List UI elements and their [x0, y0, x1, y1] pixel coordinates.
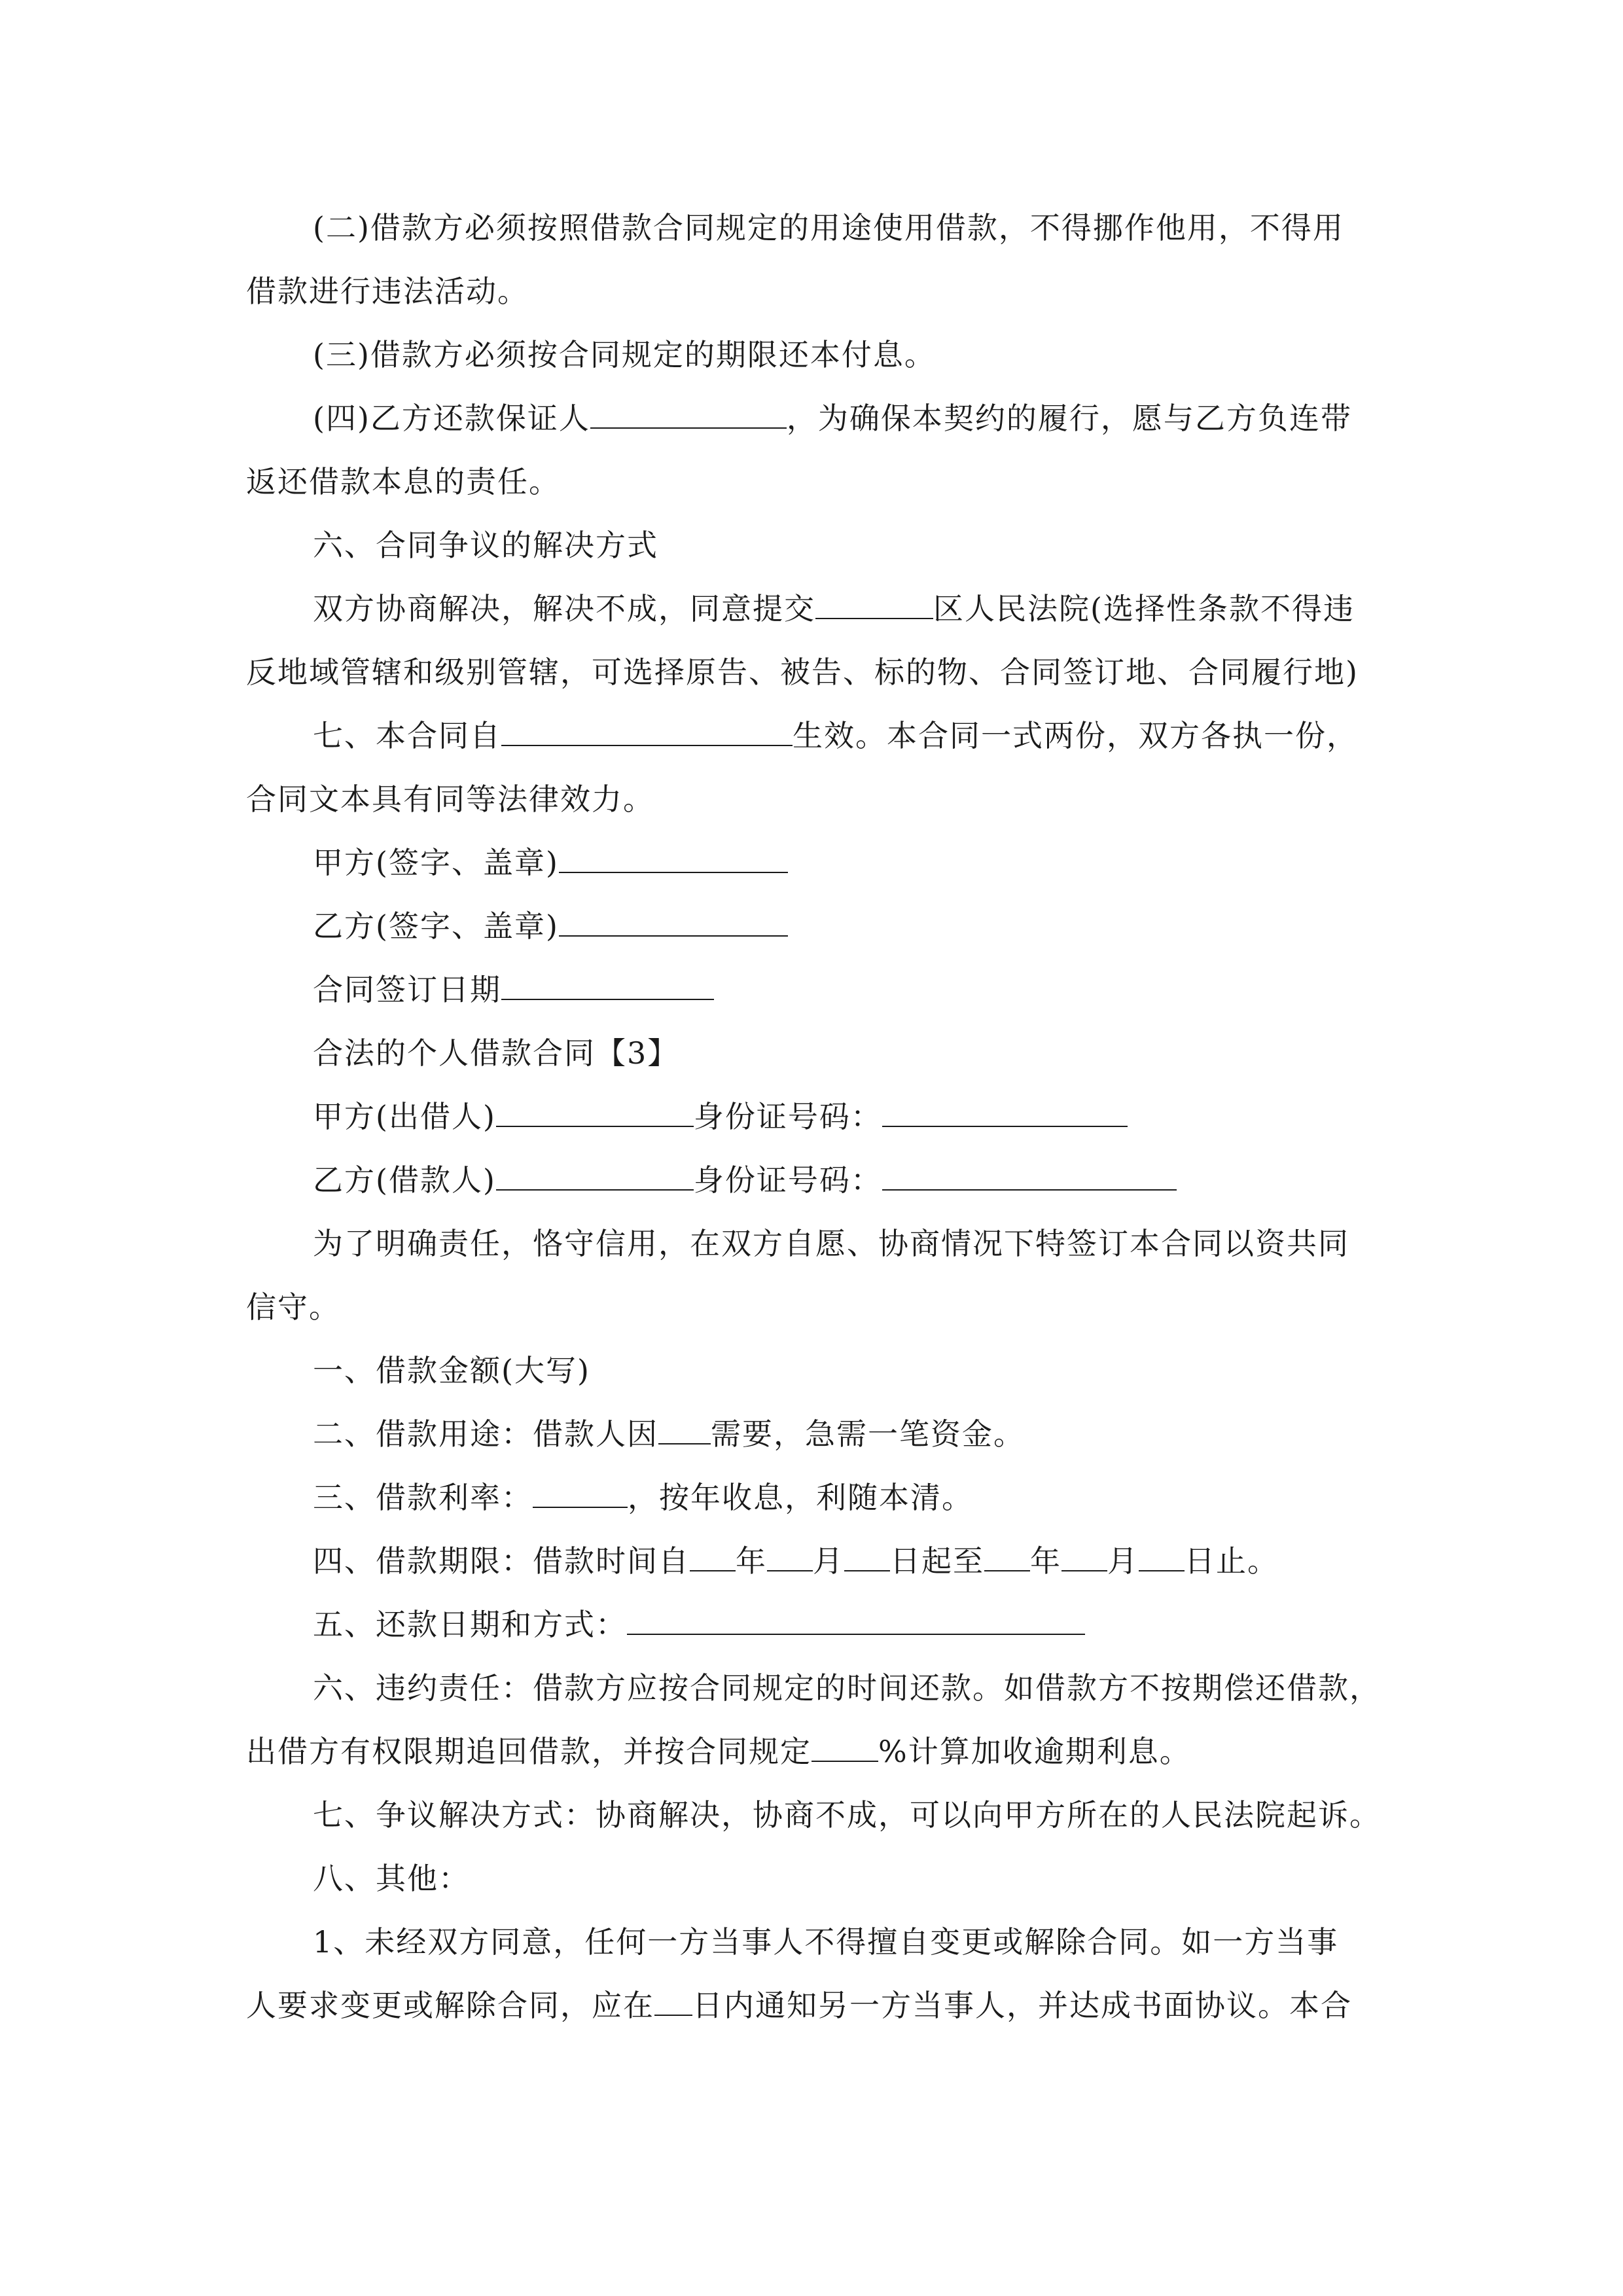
guarantor-blank — [590, 399, 787, 429]
signing-date-label: 合同签订日期 — [313, 972, 501, 1007]
clause-2-line-2: 借款进行违法活动。 — [246, 274, 529, 309]
court-blank — [815, 589, 933, 619]
effective-date-blank — [501, 716, 793, 746]
article-8-1-line-1: 1、未经双方同意，任何一方当事人不得擅自变更或解除合同。如一方当事 — [313, 1924, 1339, 1960]
end-year-unit: 年 — [1030, 1543, 1061, 1579]
party-a-signature-blank — [559, 843, 788, 873]
section-7-text-a: 七、本合同自 — [313, 718, 501, 753]
section-6-line-1 — [313, 589, 1355, 628]
article-4 — [313, 1541, 1279, 1581]
lender-label: 甲方(出借人) — [313, 1099, 496, 1134]
section-6-line-2: 反地域管辖和级别管辖，可选择原告、被告、标的物、合同签订地、合同履行地) — [246, 655, 1359, 690]
article-5-label: 五、还款日期和方式： — [313, 1607, 627, 1642]
article-6-text-a: 出借方有权限期追回借款，并按合同规定 — [246, 1734, 812, 1769]
article-2 — [313, 1414, 1025, 1454]
lender-name-blank — [496, 1097, 694, 1127]
clause-3: (三)借款方必须按合同规定的期限还本付息。 — [313, 337, 936, 372]
article-2-text-a: 二、借款用途：借款人因 — [313, 1416, 658, 1452]
notice-days-blank — [654, 1986, 692, 2016]
clause-4-line-2: 返还借款本息的责任。 — [246, 464, 560, 499]
clause-2-line-1: (二)借款方必须按照借款合同规定的用途使用借款，不得挪作他用，不得用 — [313, 210, 1344, 245]
article-8-1-line-2 — [246, 1986, 1352, 2025]
end-day-blank — [1139, 1541, 1185, 1571]
section-7-text-b: 生效。本合同一式两份，双方各执一份， — [793, 718, 1358, 753]
article-8-1-text-a: 人要求变更或解除合同，应在 — [246, 1988, 654, 2023]
article-8: 八、其他： — [313, 1861, 470, 1896]
end-year-blank — [984, 1541, 1030, 1571]
borrower-line — [313, 1160, 1177, 1200]
article-8-1-text-b: 日内通知另一方当事人，并达成书面协议。本合 — [692, 1988, 1352, 2023]
purpose-blank — [658, 1414, 711, 1444]
lender-line — [313, 1097, 1128, 1136]
article-6-line-1: 六、违约责任：借款方应按合同规定的时间还款。如借款方不按期偿还借款， — [313, 1670, 1381, 1706]
penalty-rate-blank — [812, 1732, 878, 1762]
interest-rate-blank — [533, 1478, 628, 1508]
section-7-line-2: 合同文本具有同等法律效力。 — [246, 781, 654, 817]
article-6-line-2 — [246, 1732, 1191, 1771]
borrower-id-blank — [882, 1160, 1177, 1191]
section-7-line-1 — [313, 716, 1358, 755]
section-6-text-b: 区人民法院(选择性条款不得违 — [933, 591, 1355, 626]
party-b-signature — [313, 906, 788, 946]
party-b-signature-label: 乙方(签字、盖章) — [313, 908, 559, 944]
article-3 — [313, 1478, 973, 1517]
borrower-name-blank — [496, 1160, 694, 1191]
end-month-blank — [1061, 1541, 1107, 1571]
clause-4-line-1 — [313, 399, 1352, 438]
clause-4-text-b: ，为确保本契约的履行，愿与乙方负连带 — [786, 401, 1352, 436]
section-6-heading: 六、合同争议的解决方式 — [313, 528, 658, 563]
intro-line-2: 信守。 — [246, 1289, 340, 1325]
lender-id-label: 身份证号码： — [693, 1099, 882, 1134]
article-7: 七、争议解决方式：协商解决，协商不成，可以向甲方所在的人民法院起诉。 — [313, 1797, 1381, 1833]
start-year-blank — [690, 1541, 736, 1571]
article-1: 一、借款金额(大写) — [313, 1353, 590, 1388]
intro-line-1: 为了明确责任，恪守信用，在双方自愿、协商情况下特签订本合同以资共同 — [313, 1226, 1349, 1261]
start-day-blank — [844, 1541, 890, 1571]
party-a-signature-label: 甲方(签字、盖章) — [313, 845, 559, 880]
end-month-unit: 月 — [1107, 1543, 1139, 1579]
clause-4-text-a: (四)乙方还款保证人 — [313, 401, 590, 436]
borrower-label: 乙方(借款人) — [313, 1162, 496, 1198]
article-6-text-b: %计算加收逾期利息。 — [878, 1734, 1191, 1769]
signing-date — [313, 970, 714, 1009]
start-year-unit: 年 — [736, 1543, 767, 1579]
article-2-text-b: 需要，急需一笔资金。 — [711, 1416, 1025, 1452]
signing-date-blank — [501, 970, 714, 1000]
borrower-id-label: 身份证号码： — [693, 1162, 882, 1198]
repayment-method-blank — [627, 1605, 1085, 1635]
article-5 — [313, 1605, 1085, 1644]
start-day-unit: 日起至 — [890, 1543, 984, 1579]
lender-id-blank — [882, 1097, 1128, 1127]
section-6-text-a: 双方协商解决，解决不成，同意提交 — [313, 591, 815, 626]
party-b-signature-blank — [559, 906, 788, 937]
party-a-signature — [313, 843, 788, 882]
end-day-unit: 日止。 — [1185, 1543, 1279, 1579]
article-3-text-a: 三、借款利率： — [313, 1480, 533, 1515]
start-month-blank — [767, 1541, 813, 1571]
contract-3-title: 合法的个人借款合同【3】 — [313, 1035, 679, 1071]
article-4-text: 四、借款期限：借款时间自 — [313, 1543, 690, 1579]
article-3-text-b: ，按年收息，利随本清。 — [628, 1480, 973, 1515]
start-month-unit: 月 — [813, 1543, 844, 1579]
